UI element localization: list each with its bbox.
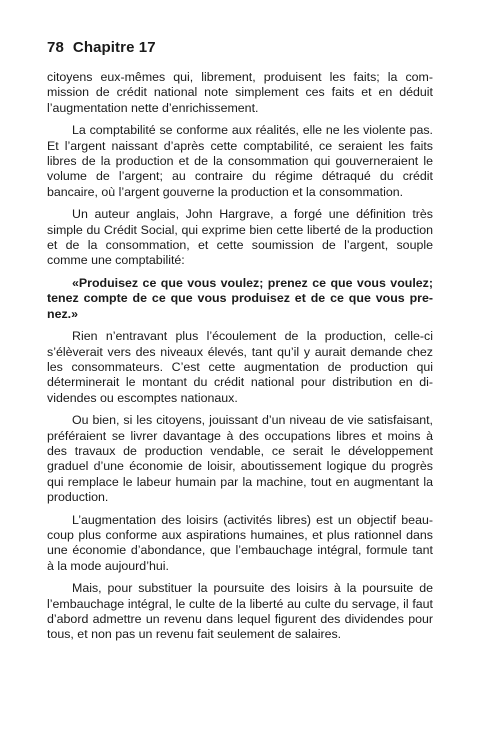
quote-paragraph: «Produisez ce que vous voulez; prenez ce que vous voulez; tenez compte de ce que vous produisez et de ce que vous prenez.» (47, 275, 433, 321)
paragraph: Rien n’entravant plus l’écoulement de la production, celle-ci s’élèverait vers des niveaux élevés, tant qu’il y aurait demande chez les consommateurs. C’est cette augmentation de production qui déterminerait le montant du crédit national pour distribution en dividendes ou escomptes nationaux. (47, 329, 433, 405)
book-page (47, 38, 433, 650)
running-header (47, 38, 433, 58)
paragraph-continuation: citoyens eux-mêmes qui, librement, produisent les faits; la commission de crédit national note simplement ces faits et en déduit l’augmentation nette d’enrichissement. (47, 70, 433, 115)
paragraph: La comptabilité se conforme aux réalités, elle ne les violente pas. Et l’argent naissant d’après cette comptabilité, ce seraient les faits libres de la production et de la consommation qui gouverneraient le volume de l’argent; au contraire du régime détraqué du crédit bancaire, où l’argent gouverne la production et la consommation. (47, 123, 433, 199)
paragraph: Un auteur anglais, John Hargrave, a forgé une définition très simple du Crédit Social, qui exprime bien cette liberté de la production et de la consommation, et cette soumission de l’argent, souple comme une comptabilité: (47, 207, 433, 268)
paragraph: Mais, pour substituer la poursuite des loisirs à la poursuite de l’embauchage intégral, le culte de la liberté au culte du servage, il faut d’abord admettre un revenu dans lequel figurent des dividendes pour tous, et non pas un revenu fait seulement de salaires. (47, 581, 433, 642)
paragraph: Ou bien, si les citoyens, jouissant d’un niveau de vie satisfaisant, préféraient se livrer davantage à des occupations libres et moins à des travaux de production vendable, ce serait le développement graduel d’une économie de loisir, aboutissement logique du progrès qui remplace le labeur humain par la machine, tout en augmentant la production. (47, 413, 433, 505)
paragraph: L’augmentation des loisirs (activités libres) est un objectif beaucoup plus conforme aux aspirations humaines, et plus rationnel dans une économie d’abondance, que l’embauchage intégral, formule tant à la mode aujourd’hui. (47, 512, 433, 573)
page-number: 78 (47, 39, 64, 56)
chapter-title: Chapitre 17 (72, 39, 156, 56)
